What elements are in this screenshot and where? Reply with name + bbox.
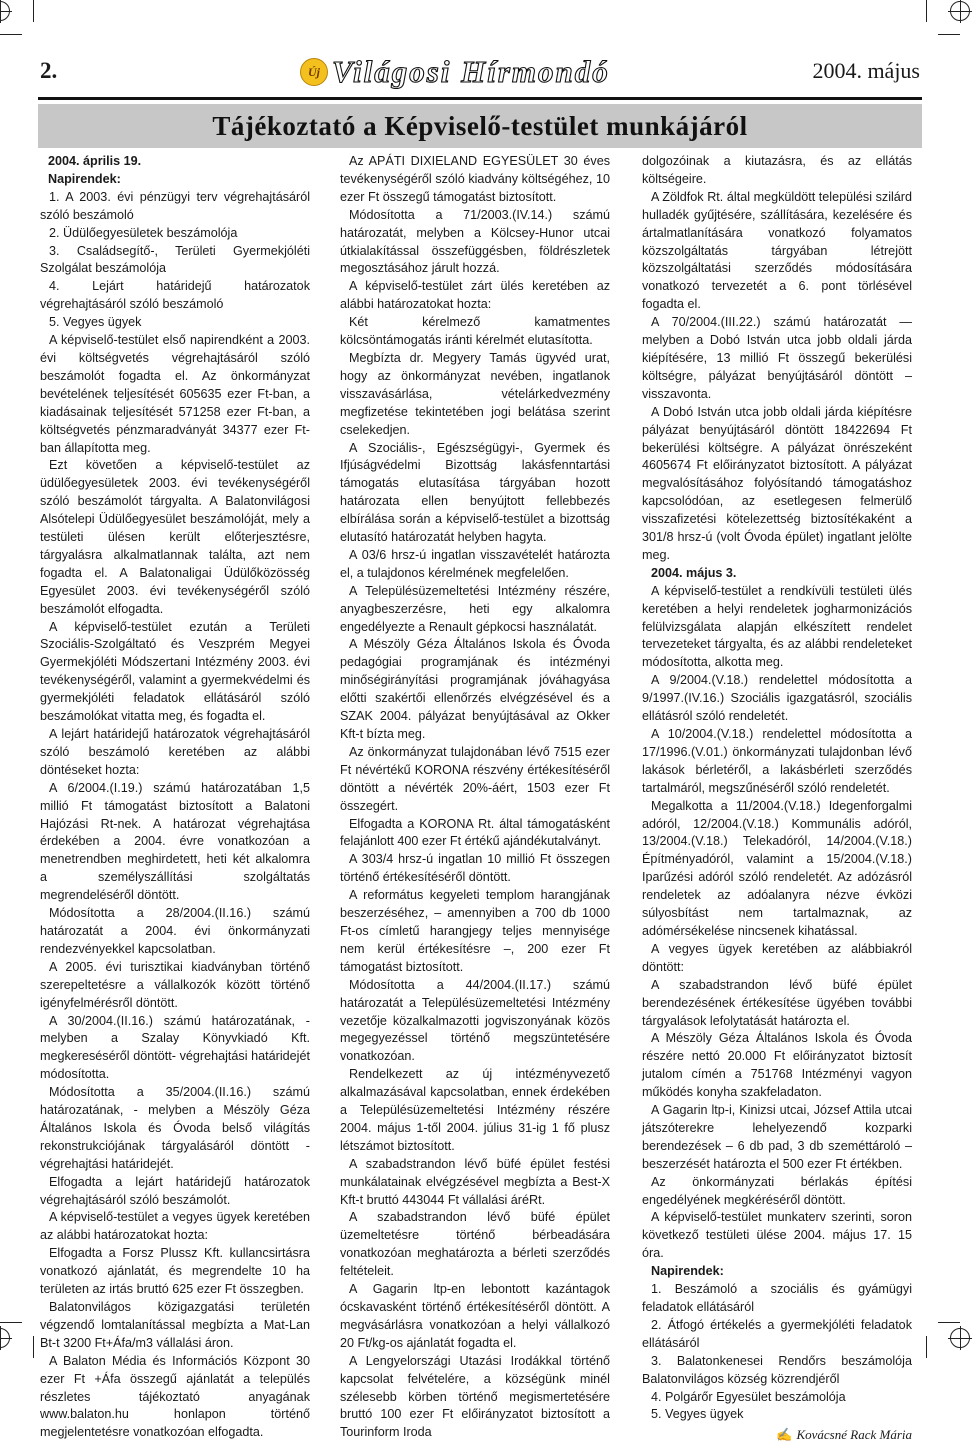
header-divider bbox=[38, 97, 922, 100]
paragraph: A szabadstrandon lévő büfé épület festési munkálatainak elvégzésével megbízta a Best-X Kft-t bruttó 443044 Ft vállalási áréRt. bbox=[340, 1156, 610, 1207]
agenda-item: 5. Vegyes ügyek bbox=[651, 1407, 744, 1422]
paragraph: A Dobó István utca jobb oldali járda kiépítésre pályázat benyújtásáról döntött 18422694 Ft bekerülési költségre. A pályázat önrészeként 4605674 Ft előirányzatot biztosított. A pályázat megvalósításához folyósítandó támogatáshoz kapcsolódóan, az esetlegesen felmerülő visszafizetési kötelezettség biztosítékaként a 301/8 hrsz-ú (volt Óvoda épület) ingatlant jelölte meg. bbox=[642, 404, 912, 562]
agenda-item: 2. Átfogó értékelés a gyermekjóléti feladatok ellátásáról bbox=[642, 1317, 912, 1350]
author-name: Kovácsné Rack Mária bbox=[796, 1427, 912, 1443]
crop-mark bbox=[33, 0, 34, 22]
paragraph: Megbízta dr. Megyery Tamás ügyvéd urat, hogy az önkormányzat nevében, ingatlanok visszavásárlása, vételárkedvezmény megfizetése tekintetében jogi belátása szerint cselekedjen. bbox=[340, 350, 610, 437]
pen-icon: ✍ bbox=[776, 1427, 793, 1443]
paragraph: A Gagarin ltp-en lebontott kazántagok ócskavasként történő értékesítéséről döntött. A megvásárlásra vonatkozóan a helyi vállalkozó 20 Ft/kg-os ajánlatát fogadta el. bbox=[340, 1282, 610, 1350]
paragraph: A református kegyeleti templom harangjának beszerzéséhez, – amennyiben a 700 db 1000 Ft-os címletű harangjegy teljes mennyisége nem kerül értékesítésre –, 200 ezer Ft támogatást biztosított. bbox=[340, 888, 610, 974]
agenda-item: 3. Családsegítő-, Területi Gyermekjóléti Szolgálat beszámolója bbox=[40, 243, 310, 276]
paragraph: Módosította a 44/2004.(II.17.) számú határozatát a Településüzemeltetési Intézmény vezetője közalkalmazotti jogviszonyának közös megegyezéssel történő megszüntetésére vonatkozóan. bbox=[340, 977, 610, 1064]
agenda-item: 1. A 2003. évi pénzügyi terv végrehajtásáról szóló beszámoló bbox=[40, 189, 310, 222]
paragraph: A képviselő-testület ezután a Területi Szociális-Szolgáltató és Veszprém Megyei Gyermekjóléti Módszertani Intézmény 2003. évi tevékenységéről, valamint a gyermekvédelmi és gyermekjóléti feladatok ellátásáról szóló beszámolókat vitatta meg, és fogadta el. bbox=[40, 619, 310, 724]
paragraph: Elfogadta a KORONA Rt. által támogatásként felajánlott 400 ezer Ft értékű ajándékutalványt. bbox=[340, 816, 610, 849]
paragraph: Megalkotta a 11/2004.(V.18.) Idegenforgalmi adóról, 12/2004.(V.18.) Kommunális adóról, 13/2004.(V.18.) Telekadóról, 14/2004.(V.18.) Építményadóról, valamint a 15/2004.(V.18.) Iparűzési adóról szóló rendeletét. Az adózásról rendeletek az adóalanyra nézve évközi súlyosbítást nem tartalmaznak, az adómérsékelése nincsenek kihatással. bbox=[642, 798, 912, 938]
crop-mark bbox=[938, 1322, 960, 1323]
agenda-item: 4. Polgárőr Egyesület beszámolója bbox=[651, 1389, 846, 1404]
paragraph: A 303/4 hrsz-ú ingatlan 10 millió Ft összegen történő értékesítéséről döntött. bbox=[340, 852, 610, 885]
paragraph: A 03/6 hrsz-ú ingatlan visszavételét határozta el, a tulajdonos kérelmének megfelelően. bbox=[340, 547, 610, 580]
newspaper-title: Világosi Hírmondó bbox=[332, 54, 610, 89]
column-left bbox=[40, 153, 310, 1442]
paragraph: Módosította a 35/2004.(II.16.) számú határozatának, - melyben a Mészöly Géza Általános Iskola és Óvoda belső világítás rekonstrukciójának tárgyalásáról döntött - végrehajtási határidejét. bbox=[40, 1085, 310, 1171]
paragraph: A Településüzemeltetési Intézmény részére, anyagbeszerzésre, heti egy alkalomra engedélyezte a Renault gépkocsi használatát. bbox=[340, 583, 610, 634]
paragraph: dolgozóinak a kiutazásra, és az ellátás költségeire. bbox=[642, 154, 912, 186]
agenda-item: 3. Balatonkenesei Rendőrs beszámolója Balatonvilágos község közrendjéről bbox=[642, 1353, 912, 1386]
crop-mark bbox=[926, 1336, 927, 1358]
agenda-item: 5. Vegyes ügyek bbox=[49, 315, 142, 330]
issue-date: 2004. május bbox=[812, 58, 920, 83]
paragraph: A Szociális-, Egészségügyi-, Gyermek és Ifjúságvédelmi Bizottság lakásfenntartási támogatás elutasítása tárgyában hozott határozata ellen benyújtott fellebbezés elbírálása során a képviselő-testület a bizottság elutasító határozatát helyben hagyta. bbox=[340, 440, 610, 545]
registration-mark-top-left bbox=[0, 0, 12, 23]
agenda-item: 2. Üdülőegyesületek beszámolója bbox=[49, 225, 238, 240]
crop-mark bbox=[0, 1322, 22, 1323]
article-banner bbox=[38, 104, 922, 148]
paragraph: Ezt követően a képviselő-testület az üdülőegyesületek 2003. évi tevékenységéről szóló beszámolót tárgyalta. A Balatonvilágosi Alsótelepi Üdülőegyesület beszámolóját, mely a testületi ülésen került előterjesztésre, tárgyalásra alkalmatlannak találta, azt nem fogadta el. A Balatonaligai Üdülőközösség Egyesület 2003. évi tevékenységéről szóló beszámolót elfogadta. bbox=[40, 458, 310, 616]
paragraph: Két kérelmező kamatmentes kölcsöntámogatás iránti kérelmét elutasította. bbox=[340, 315, 610, 348]
paragraph: A Balaton Média és Információs Központ 30 ezer Ft +Áfa összegű ajánlatát a település részletes tájékoztató anyagának www.balaton.hu honlapon történő megjelentetésre vonatkozóan elfogadta. bbox=[40, 1353, 310, 1440]
crop-mark bbox=[926, 0, 927, 22]
agenda-heading: Napirendek: bbox=[651, 1264, 724, 1279]
crop-mark bbox=[938, 34, 960, 35]
paragraph: A képviselő-testület zárt ülés keretében az alábbi határozatokat hozta: bbox=[340, 279, 610, 312]
paragraph: Elfogadta a Forsz Plussz Kft. kullancsirtásra vonatkozó ajánlatát, és megrendelte 10 ha területen az irtás bruttó 625 ezer Ft összegben. bbox=[40, 1246, 310, 1297]
registration-mark-top-right bbox=[948, 0, 972, 23]
author-signature bbox=[642, 1426, 912, 1444]
paragraph: A vegyes ügyek keretében az alábbiakról döntött: bbox=[642, 941, 912, 974]
new-badge-icon: Új bbox=[300, 58, 328, 86]
article-title: Tájékoztató a Képviselő-testület munkájáról bbox=[212, 110, 748, 141]
crop-mark bbox=[33, 1336, 34, 1358]
paragraph: A Lengyelországi Utazási Irodákkal történő kapcsolat felvételére, a községünk minél szélesebb körben történő megismertetésére bruttó 100 ezer Ft előirányzatot biztosított a Tourinform Iroda bbox=[340, 1353, 610, 1440]
paragraph: Az önkormányzati bérlakás építési engedélyének megkéréséről döntött. bbox=[642, 1174, 912, 1207]
column-middle bbox=[340, 153, 610, 1442]
agenda-item: 4. Lejárt határidejű határozatok végrehajtásáról szóló beszámoló bbox=[40, 279, 310, 312]
paragraph: A Mészöly Géza Általános Iskola és Óvoda részére nettó 20.000 Ft előirányzatot biztosít jutalom címén a 751768 Intézményi vagyon működés konyha szakfeladaton. bbox=[642, 1031, 912, 1100]
paragraph: Rendelkezett az új intézményvezető alkalmazásával kapcsolatban, ennek érdekében a Településüzemeltetési Intézmény részére 2004. május 1-től 2004. július 31-ig 1 fő plusz létszámot biztosított. bbox=[340, 1067, 610, 1153]
paragraph: A 10/2004.(V.18.) rendelettel módosította a 17/1996.(V.01.) önkormányzati tulajdonban lévő lakások bérletéről, a lakásbérleti szerződés tartalmáról, megszűnéséről szóló rendeletét. bbox=[642, 727, 912, 795]
paragraph: A 2005. évi turisztikai kiadványban történő szerepeltetésre a vállalkozók között történő igényfelmérésről döntött. bbox=[40, 959, 310, 1010]
paragraph: A 6/2004.(I.19.) számú határozatában 1,5 millió Ft támogatást biztosított a Balatoni Hajózási Rt-nek. A határozat végrehajtása érdekében a 2004. évre vonatkozóan a menetrendben meghirdetett, heti két alkalomra a személyszállítási szolgáltatás megrendeléséről döntött. bbox=[40, 780, 310, 903]
masthead bbox=[300, 52, 610, 92]
paragraph: A szabadstrandon lévő büfé épület üzemeltetésre történő bérbeadására vonatkozóan meghatározta a bérleti szerződés feltételeit. bbox=[340, 1210, 610, 1279]
paragraph: Elfogadta a lejárt határidejű határozatok végrehajtásáról szóló beszámolót. bbox=[40, 1174, 310, 1207]
paragraph: A képviselő-testület a rendkívüli testületi ülés keretében a helyi rendeletek jogharmonizációs felülvizsgálata alapján elkészített rendelet tervezeteket tárgyalta, és az alábbi rendeleteket módosította, alkotta meg. bbox=[642, 583, 912, 670]
paragraph: A Gagarin ltp-i, Kinizsi utcai, József Attila utcai játszóterekre lehelyezendő kozparki berendezések – 6 db pad, 3 db szeméttároló – beszerzését határozta el 500 ezer Ft értékben. bbox=[642, 1103, 912, 1171]
paragraph: A szabadstrandon lévő büfé épület berendezésének értékesítése ügyében további tárgyalások lefolytatását határozta el. bbox=[642, 977, 912, 1028]
page-number: 2. bbox=[40, 58, 58, 83]
meeting-date: 2004. május 3. bbox=[651, 565, 737, 580]
meeting-date: 2004. április 19. bbox=[48, 154, 142, 168]
crop-mark bbox=[0, 34, 22, 35]
paragraph: Módosította a 28/2004.(II.16.) számú határozatát a 2004. évi önkormányzati rendezvényekkel kapcsolatban. bbox=[40, 906, 310, 956]
paragraph: A 30/2004.(II.16.) számú határozatának, - melyben a Szalay Könyvkiadó Kft. megkereséséről döntött- végrehajtási határidejét módosította. bbox=[40, 1013, 310, 1082]
paragraph: Az önkormányzat tulajdonában lévő 7515 ezer Ft névértékű KORONA részvény értékesítéséről döntött a névérték 20%-áért, 1503 ezer Ft összegért. bbox=[340, 744, 610, 813]
paragraph: A Mészöly Géza Általános Iskola és Óvoda pedagógiai programjának és intézményi minőségirányítási programjának jóváhagyása előtti szakértői ellenőrzés elvégzésével és a SZAK 2004. pályázat benyújtásával az Okker Kft-t bízta meg. bbox=[340, 637, 610, 741]
paragraph: A lejárt határidejű határozatok végrehajtásáról szóló beszámoló keretében az alábbi döntéseket hozta: bbox=[40, 727, 310, 777]
paragraph: Az APÁTI DIXIELAND EGYESÜLET 30 éves tevékenységéről szóló kiadvány költségéhez, 10 ezer Ft összegű támogatást biztosított. bbox=[340, 154, 610, 204]
paragraph: A 9/2004.(V.18.) rendelettel módosította a 9/1997.(IV.16.) Szociális igazgatásról, szociális ellátásról szóló rendeletét. bbox=[642, 673, 912, 724]
paragraph: A 70/2004.(III.22.) számú határozatát — melyben a Dobó István utca jobb oldali járda kiépítésére, 13 millió Ft összegű bekerülési költségre, pályázat benyújtásáról döntött – visszavonta. bbox=[642, 315, 912, 401]
paragraph: A Zöldfok Rt. által megküldött települési szilárd hulladék gyűjtésére, szállítására, kezelésére és ártalmatlanítására vonatkozó folyamatos közszolgáltatás tárgyában létrejött közszolgáltatási szerződés módosítására vonatkozó tervezetét a 6. pont törlésével fogadta el. bbox=[642, 189, 912, 312]
agenda-heading: Napirendek: bbox=[48, 171, 121, 186]
registration-mark-bottom-left bbox=[0, 1326, 12, 1350]
paragraph: A képviselő-testület a vegyes ügyek keretében az alábbi határozatokat hozta: bbox=[40, 1210, 310, 1243]
column-right bbox=[642, 153, 912, 1444]
paragraph: A képviselő-testület első napirendként a 2003. évi költségvetés végrehajtásáról szóló beszámolót fogadta el. Az önkormányzat bevételének teljesítését 605635 ezer Ft-ban, a kiadásainak teljesítését 571258 ezer Ft-ban, a költségvetés pénzmaradványát 34377 ezer Ft-ban állapította meg. bbox=[40, 333, 310, 455]
paragraph: Balatonvilágos közigazgatási területén végzendő lomtalanítással megbízta a Mat-Lan Bt-t 3200 Ft+Áfa/m3 vállalási áron. bbox=[40, 1300, 310, 1350]
paragraph: Módosította a 71/2003.(IV.14.) számú határozatát, melyben a Kölcsey-Hunor utcai útkialakítással összefüggésben, földrészletek megosztásához járult hozzá. bbox=[340, 207, 610, 276]
paragraph: A képviselő-testület munkaterv szerinti, soron következő testületi ülése 2004. május 17. 15 óra. bbox=[642, 1210, 912, 1261]
agenda-item: 1. Beszámoló a szociális és gyámügyi feladatok ellátásáról bbox=[642, 1282, 912, 1314]
page-header bbox=[38, 46, 922, 98]
registration-mark-bottom-right bbox=[948, 1326, 972, 1350]
